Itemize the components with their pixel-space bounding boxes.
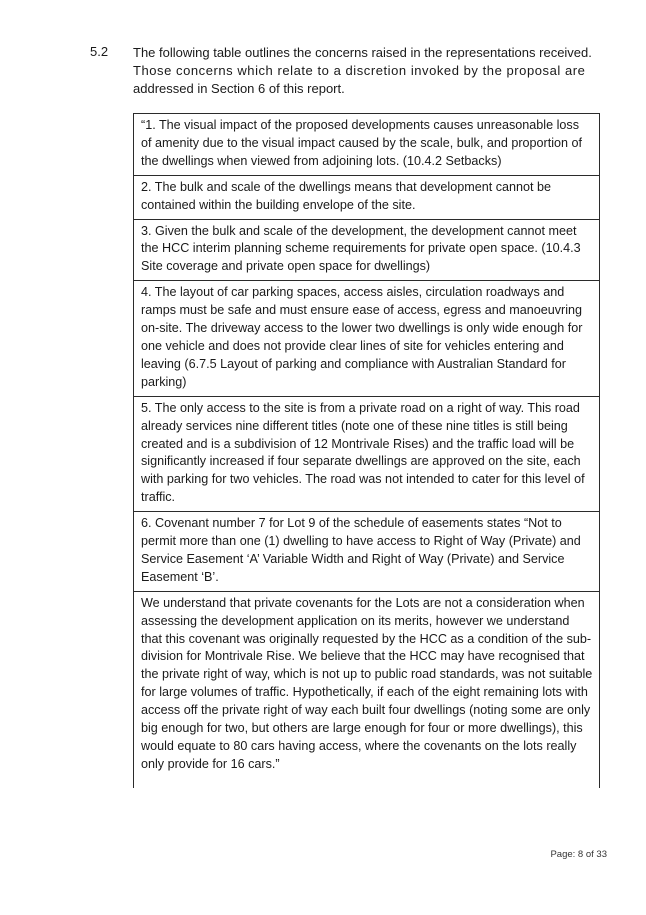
concern-line: only provide for 16 cars.” (141, 756, 280, 771)
concern-row (134, 219, 599, 281)
intro-line: Those concerns which relate to a discretion invoked by the proposal are (133, 63, 586, 78)
concern-row (134, 591, 599, 788)
concern-line: with parking for two vehicles. The road was not intended to cater for this level of (141, 472, 585, 487)
concern-line: one vehicle and does not provide clear lines of site for vehicles entering and (141, 338, 564, 353)
concern-line: big enough for two, but others are large enough for four or more dwellings), this (141, 721, 583, 736)
concern-line: “1. The visual impact of the proposed developments causes unreasonable loss (141, 118, 580, 132)
concern-line: 3. Given the bulk and scale of the development, the development cannot meet (141, 223, 577, 238)
concern-line: parking) (141, 374, 187, 389)
concern-row (134, 175, 599, 219)
intro-line: addressed in Section 6 of this report. (133, 81, 345, 96)
section-intro (133, 44, 603, 98)
concern-line: assessing the development application on its merits, however we understand (141, 613, 570, 628)
concern-line: the dwellings when viewed from adjoining lots. (10.4.2 Setbacks) (141, 153, 502, 168)
concern-line: permit more than one (1) dwelling to have access to Right of Way (Private) and (141, 534, 581, 549)
concern-line: ramps must be safe and must ensure ease of access, egress and manoeuvring (141, 303, 583, 318)
concern-line: created and is a subdivision of 12 Montrivale Rises) and the traffic load will be (141, 436, 575, 451)
concerns-table (133, 113, 600, 788)
concern-line: traffic. (141, 490, 176, 505)
concern-line: significantly increased if four separate dwellings are approved on the site, each (141, 454, 581, 469)
concern-row (134, 113, 599, 175)
page-number: Page: 8 of 33 (550, 849, 607, 860)
concern-line: Site coverage and private open space for dwellings) (141, 259, 431, 274)
concern-line: 5. The only access to the site is from a private road on a right of way. This road (141, 400, 580, 415)
concern-line: division for Montrivale Rise. We believe that the HCC may have recognised that (141, 649, 585, 664)
concern-line: that this covenant was originally requested by the HCC as a condition of the sub- (141, 631, 592, 646)
concern-row (134, 511, 599, 591)
concern-line: contained within the building envelope of the site. (141, 197, 416, 212)
intro-line: The following table outlines the concerns raised in the representations received. (133, 45, 592, 60)
concern-line: for large volumes of traffic. Hypothetically, if each of the eight remaining lots with (141, 685, 588, 700)
concern-line: on-site. The driveway access to the lower two dwellings is only wide enough for (141, 321, 583, 336)
concern-line: Service Easement ‘A’ Variable Width and Right of Way (Private) and Service (141, 551, 565, 566)
concern-line: the private right of way, which is not up to public road standards, was not suitable (141, 667, 593, 682)
concern-row (134, 280, 599, 395)
concern-line: already services nine different titles (note one of these nine titles is still being (141, 418, 568, 433)
concern-row (134, 396, 599, 511)
concern-line: We understand that private covenants for the Lots are not a consideration when (141, 595, 585, 610)
section-number: 5.2 (90, 44, 109, 59)
concern-line: 2. The bulk and scale of the dwellings means that development cannot be (141, 179, 552, 194)
concern-line: access off the private right of way each built four dwellings (noting some are only (141, 703, 591, 718)
concern-line: 4. The layout of car parking spaces, access aisles, circulation roadways and (141, 285, 565, 300)
concern-line: of amenity due to the visual impact caused by the scale, bulk, and proportion of (141, 135, 583, 150)
concern-line: 6. Covenant number 7 for Lot 9 of the schedule of easements states “Not to (141, 516, 562, 531)
concern-line: the HCC interim planning scheme requirements for private open space. (10.4.3 (141, 241, 581, 256)
concern-line: leaving (6.7.5 Layout of parking and compliance with Australian Standard for (141, 356, 566, 371)
concern-line: would equate to 80 cars having access, where the covenants on the lots really (141, 739, 577, 753)
concern-line: Easement ‘B’. (141, 569, 219, 584)
